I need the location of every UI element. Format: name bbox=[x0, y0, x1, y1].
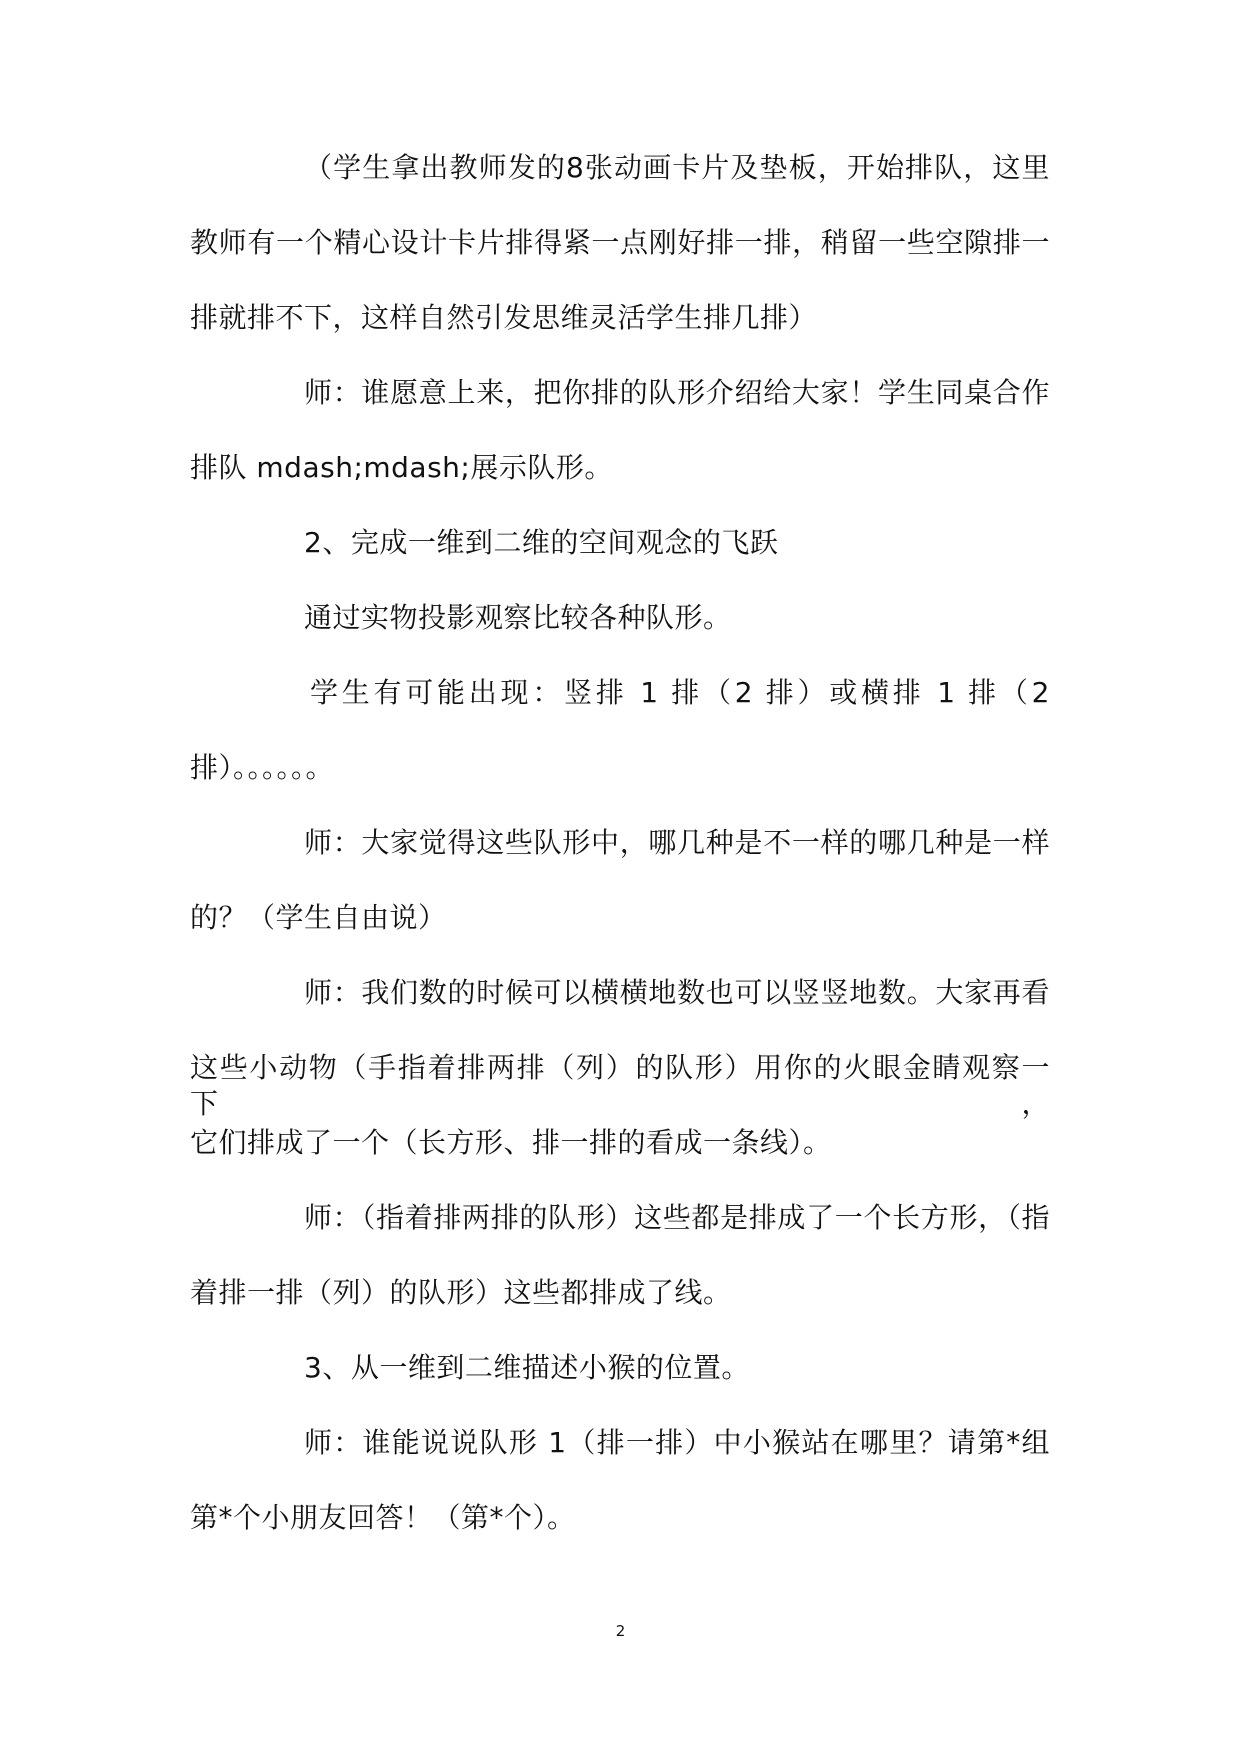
paragraph-line: 排队 mdash;mdash;展示队形。 bbox=[190, 451, 613, 484]
paragraph-line: 师：我们数的时候可以横横地数也可以竖竖地数。大家再看 bbox=[304, 976, 1050, 1009]
paragraph-line: 的？（学生自由说） bbox=[190, 901, 447, 934]
paragraph-line: 师：谁愿意上来，把你排的队形介绍给大家！学生同桌合作 bbox=[304, 376, 1050, 409]
paragraph-line: 师：大家觉得这些队形中，哪几种是不一样的哪几种是一样 bbox=[304, 826, 1050, 859]
paragraph-line: 排就排不下，这样自然引发思维灵活学生排几排） bbox=[190, 301, 818, 334]
section-heading: 2、完成一维到二维的空间观念的飞跃 bbox=[304, 526, 779, 559]
page-number: 2 bbox=[615, 1622, 626, 1640]
paragraph-line: 着排一排（列）的队形）这些都排成了线。 bbox=[190, 1276, 732, 1309]
paragraph-line: （学生拿出教师发的8张动画卡片及垫板，开始排队，这里 bbox=[304, 151, 1050, 184]
paragraph-line: 排）。。。。。。 bbox=[190, 751, 335, 784]
paragraph-line: 它们排成了一个（长方形、排一排的看成一条线）。 bbox=[190, 1126, 832, 1159]
paragraph-line: 师：谁能说说队形 1（排一排）中小猴站在哪里？请第*组 bbox=[304, 1426, 1050, 1459]
paragraph-line: 这些小动物（手指着排两排（列）的队形）用你的火眼金睛观察一下， bbox=[190, 1051, 1050, 1120]
paragraph-line: 师：（指着排两排的队形）这些都是排成了一个长方形，（指 bbox=[304, 1201, 1050, 1234]
paragraph-line: 教师有一个精心设计卡片排得紧一点刚好排一排，稍留一些空隙排一 bbox=[190, 226, 1050, 259]
paragraph-line: 第*个小朋友回答！（第*个）。 bbox=[190, 1501, 576, 1534]
paragraph-line: 通过实物投影观察比较各种队形。 bbox=[304, 601, 732, 634]
section-heading: 3、从一维到二维描述小猴的位置。 bbox=[304, 1351, 750, 1384]
paragraph-line: 学生有可能出现：竖排 1 排（2 排）或横排 1 排（2 bbox=[310, 676, 1050, 709]
